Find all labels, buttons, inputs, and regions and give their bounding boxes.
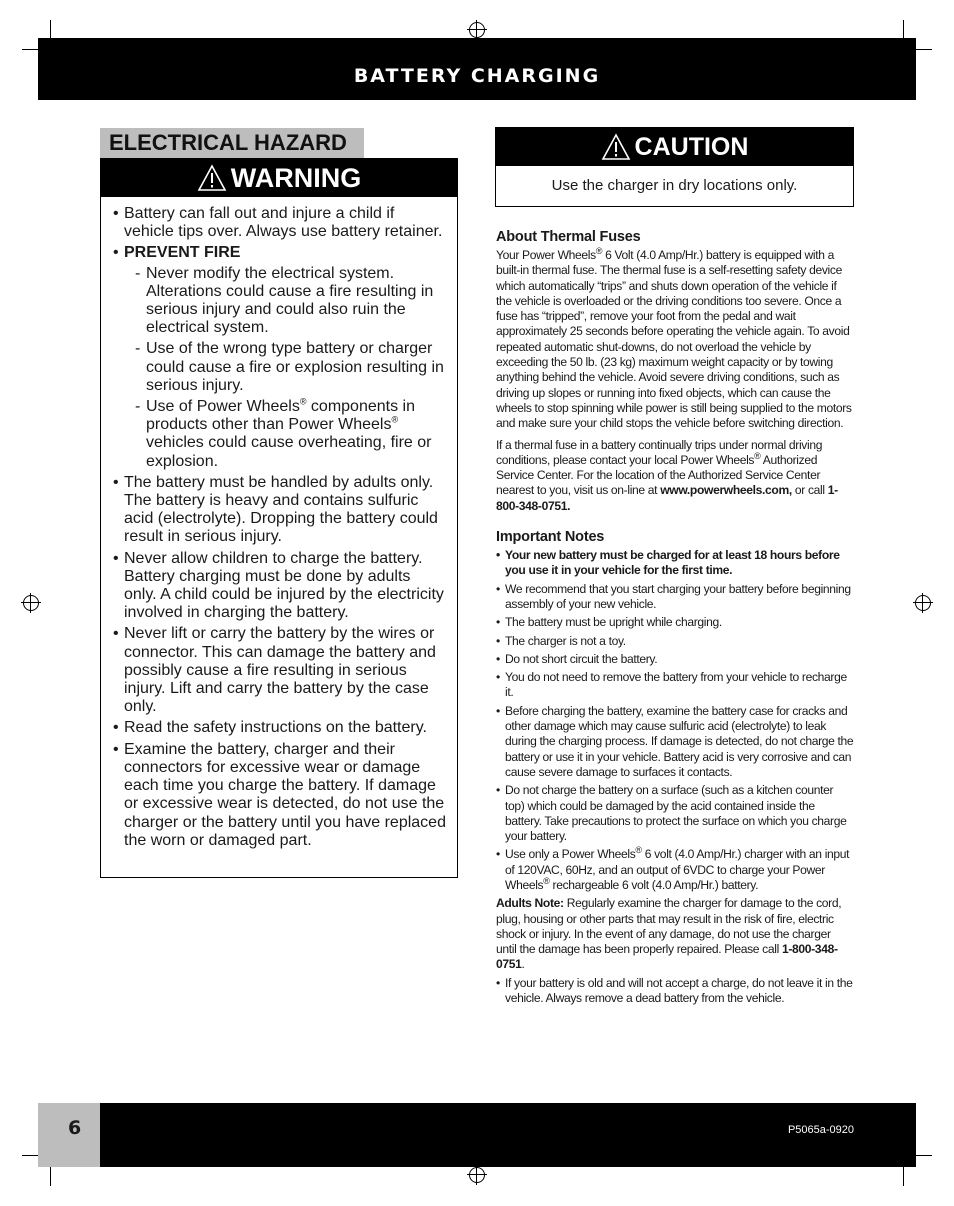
warning-triangle-icon: [601, 133, 631, 161]
list-item: • Do not charge the battery on a surface (such as a kitchen counter top) which could be damaged by the acid contained inside the battery. Take precautions to protect the surface on which you charge your battery.: [496, 783, 854, 844]
text-segment: If a thermal fuse in a battery continually trips under normal driving conditions, please contact your local Power Wheels: [496, 437, 823, 467]
list-item: [113, 244, 447, 470]
registered-mark: ®: [635, 845, 642, 856]
text-segment: Regularly examine the charger for damage to the cord, plug, housing or other parts that may result in the risk of fire, electric shock or injury. In the event of any damage, do not use the charger until the damage has been properly repaired. Please call: [496, 896, 842, 957]
list-item: • The charger is not a toy.: [496, 634, 854, 649]
sub-list: [124, 265, 447, 471]
list-item: • Examine the battery, charger and their connectors for excessive wear or damage each time you charge the battery. If damage or excessive wear is detected, do not use the charger or the battery until you have replaced the worn or damaged part.: [113, 741, 447, 850]
caution-banner: [496, 128, 853, 166]
notes-list: [496, 976, 854, 1007]
list-item: • Do not short circuit the battery.: [496, 652, 854, 667]
registered-mark: ®: [543, 875, 550, 886]
sub-list-item: - Use of the wrong type battery or charger could cause a fire or explosion resulting in serious injury.: [135, 340, 447, 395]
right-column: [496, 228, 854, 1006]
text-segment: Use of Power Wheels: [146, 398, 300, 416]
list-item: • You do not need to remove the battery from your vehicle to recharge it.: [496, 670, 854, 701]
warning-box: [100, 158, 458, 878]
text-segment: or call: [791, 483, 828, 498]
warning-banner: [101, 159, 457, 197]
caution-text: Use the charger in dry locations only.: [551, 177, 798, 194]
website-link[interactable]: www.powerwheels.com,: [660, 483, 792, 498]
hazard-label: ELECTRICAL HAZARD: [100, 128, 364, 158]
phone-number: 1-800-348-0751.: [496, 483, 838, 513]
list-item: • Battery can fall out and injure a child if vehicle tips over. Always use battery retainer.: [113, 205, 447, 241]
list-item: [496, 976, 854, 1007]
registration-target-icon: [469, 1167, 485, 1183]
page-number: 6: [38, 1103, 100, 1167]
thermal-paragraph: [496, 245, 854, 432]
registered-mark: ®: [391, 414, 399, 425]
page-title: BATTERY CHARGING: [353, 65, 601, 87]
text-segment: vehicles could cause overheating, fire or explosion.: [146, 434, 432, 470]
text-segment: components in products other than Power Wheels: [146, 398, 415, 434]
registration-target-icon: [915, 595, 931, 611]
list-item: • Read the safety instructions on the battery.: [113, 719, 447, 737]
warning-list: [101, 197, 457, 850]
registered-mark: ®: [595, 245, 603, 256]
text-segment: Use only a Power Wheels: [505, 847, 636, 862]
document-code: P5065a-0920: [787, 1124, 854, 1136]
thermal-paragraph: [496, 438, 854, 514]
registered-mark: ®: [299, 396, 307, 407]
list-item: • Never allow children to charge the battery. Battery charging must be done by adults only. A child could be injured by the electricity involved in charging the battery.: [113, 550, 447, 623]
list-item: • The battery must be upright while charging.: [496, 615, 854, 630]
caution-box: [495, 127, 854, 207]
list-item: • The battery must be handled by adults only. The battery is heavy and contains sulfuric acid (electrolyte). Dropping the battery could result in serious injury.: [113, 474, 447, 547]
phone-number: 1-800-348-0751: [496, 942, 838, 972]
sub-list-item: - Never modify the electrical system. Alterations could cause a fire resulting in serious injury and could also ruin the electrical system.: [135, 265, 447, 338]
text-segment: rechargeable 6 volt (4.0 Amp/Hr.) battery.: [549, 877, 759, 892]
prevent-fire-heading: PREVENT FIRE: [124, 244, 241, 262]
registration-target-icon: [469, 22, 485, 38]
text-segment: Your Power Wheels: [496, 248, 596, 262]
thermal-fuses-heading: About Thermal Fuses: [496, 229, 641, 245]
warning-triangle-icon: [197, 164, 227, 192]
footer-bar: [38, 1103, 916, 1167]
text-segment: .: [521, 957, 525, 972]
text-segment: If your battery is old and will not accept a charge, do not leave it in the vehicle. Always remove a dead battery from the vehicle.: [505, 975, 853, 1006]
text-segment: 6 volt (4.0 Amp/Hr.) charger with an input of 120VAC, 60Hz, and an output of 6VDC to charge your Power Wheels: [505, 847, 850, 892]
list-item: • Your new battery must be charged for at least 18 hours before you use it in your vehicle for the first time.: [496, 548, 854, 579]
text-segment: Authorized Service Center. For the location of the Authorized Service Center nearest to you, visit us on-line at: [496, 452, 821, 498]
warning-title: WARNING: [230, 162, 362, 193]
adults-note: [496, 896, 854, 972]
caution-title: CAUTION: [634, 132, 749, 161]
text-segment: 6 Volt (4.0 Amp/Hr.) battery is equipped with a built-in thermal fuse. The thermal fuse is a self-resetting safety device which automatically “trips” and shuts down operation of the vehicle if the vehicle is overloaded or the driving conditions too severe. Once a fuse has “tripped”, remove your foot from the pedal and wait approximately 25 seconds before operating the vehicle again. To avoid repeated automatic shut-downs, do not overload the vehicle by exceeding the 50 lb. (23 kg) maximum weight capacity or by towing anything behind the vehicle. Avoid severe driving conditions, such as driving up slopes or running into fixed objects, which can cause the wheels to stop spinning while power is still being supplied to the motors and make sure your child stops the vehicle before switching direction.: [496, 248, 852, 431]
list-item: [496, 847, 854, 893]
notes-list: [496, 548, 854, 893]
list-item: • Never lift or carry the battery by the wires or connector. This can damage the battery and possibly cause a fire resulting in serious injury. Lift and carry the battery by the case only.: [113, 625, 447, 716]
important-notes-heading: Important Notes: [496, 529, 605, 546]
header-bar: [38, 38, 916, 100]
registered-mark: ®: [754, 450, 761, 461]
bullet-icon: •: [496, 975, 500, 990]
adults-note-label: Adults Note:: [496, 896, 564, 911]
sub-list-item: [135, 398, 447, 471]
list-item: • Before charging the battery, examine the battery case for cracks and other damage which may cause sulfuric acid (electrolyte) to leak during the charging process. If damage is detected, do not charge the battery or use it in your vehicle. Battery acid is very corrosive and can cause severe damage to surfaces it contacts.: [496, 704, 854, 780]
list-item: • We recommend that you start charging your battery before beginning assembly of your new vehicle.: [496, 582, 854, 613]
registration-target-icon: [23, 595, 39, 611]
